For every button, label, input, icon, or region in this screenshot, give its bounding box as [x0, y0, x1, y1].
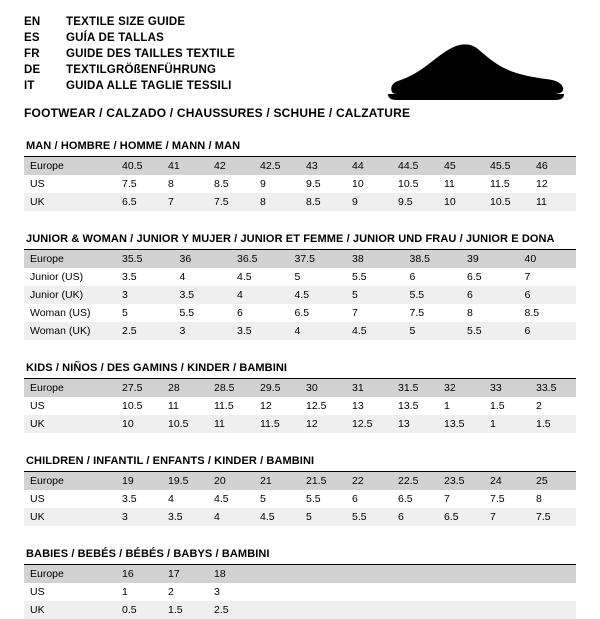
cell: 4: [208, 508, 254, 526]
cell: 7: [162, 193, 208, 211]
cell: 5: [300, 508, 346, 526]
table-row: [24, 601, 576, 619]
table-row: [24, 322, 576, 340]
cell: 42.5: [254, 157, 300, 175]
cell: 6: [352, 493, 358, 505]
cell: 9.5: [306, 178, 321, 190]
language-row: [24, 32, 235, 48]
cell: 5.5: [306, 493, 321, 505]
cell: 29.5: [254, 379, 300, 397]
cell: 6: [409, 271, 416, 283]
cell: 11: [444, 178, 455, 190]
cell: 8.5: [300, 193, 346, 211]
row-label: Junior (UK): [24, 286, 116, 304]
cell-empty: [392, 583, 438, 601]
cell: 5.5: [461, 322, 519, 340]
cell: 5.5: [346, 508, 392, 526]
language-code: EN: [24, 16, 41, 28]
cell: 5.5: [352, 271, 367, 283]
cell: 1.5: [162, 601, 208, 619]
size-table-man: [24, 157, 576, 211]
row-label: Europe: [24, 565, 116, 583]
row-label: Junior (US): [30, 271, 84, 283]
row-label: UK: [24, 193, 116, 211]
cell: 39: [461, 250, 519, 268]
size-table-children: [24, 472, 576, 526]
row-label: Woman (UK): [24, 322, 116, 340]
cell: 4: [179, 271, 186, 283]
cell: 16: [116, 565, 162, 583]
cell: 7: [444, 493, 450, 505]
cell: 1.5: [530, 415, 576, 433]
cell: 3: [116, 508, 162, 526]
cell: 33: [484, 379, 530, 397]
cell-empty: [438, 583, 484, 601]
cell: 36: [174, 250, 232, 268]
cell-empty: [530, 565, 576, 583]
section-man: [24, 140, 576, 211]
language-row: [24, 64, 235, 80]
cell: 6.5: [438, 508, 484, 526]
language-code: ES: [24, 32, 40, 44]
cell: 4.5: [237, 271, 252, 283]
cell: 9: [260, 178, 266, 190]
section-title: JUNIOR & WOMAN / JUNIOR Y MUJER / JUNIOR ET FEMME / JUNIOR UND FRAU / JUNIOR E DONA: [26, 233, 555, 245]
row-label: Woman (US): [30, 307, 91, 319]
cell: 45.5: [484, 157, 530, 175]
cell-empty: [254, 601, 300, 619]
cell: 3.5: [122, 493, 137, 505]
cell: 4.5: [254, 508, 300, 526]
cell: 3: [214, 586, 220, 598]
cell: 20: [208, 472, 254, 490]
cell-empty: [438, 601, 484, 619]
cell: 40.5: [116, 157, 162, 175]
cell: 36.5: [231, 250, 289, 268]
section-babies: [24, 548, 576, 619]
page-header: [24, 16, 576, 120]
cell-empty: [300, 583, 346, 601]
section-title: BABIES / BEBÉS / BÉBÉS / BABYS / BAMBINI: [26, 548, 270, 560]
cell: 6.5: [467, 271, 482, 283]
cell: 8.5: [214, 178, 229, 190]
cell-empty: [392, 565, 438, 583]
row-label: Europe: [24, 379, 116, 397]
cell: 22: [346, 472, 392, 490]
cell: 41: [162, 157, 208, 175]
section-title: MAN / HOMBRE / HOMME / MANN / MAN: [26, 140, 241, 152]
cell: 5: [260, 493, 266, 505]
cell: 4.5: [289, 286, 347, 304]
language-row: [24, 48, 235, 64]
cell: 7.5: [530, 508, 576, 526]
table-row: [24, 175, 576, 193]
cell: 5.5: [404, 286, 462, 304]
cell: 5: [294, 271, 301, 283]
cell: 4: [168, 493, 174, 505]
cell: 12.5: [346, 415, 392, 433]
cell: 8: [254, 193, 300, 211]
table-row: [24, 250, 576, 268]
cell: 43: [300, 157, 346, 175]
cell-empty: [300, 601, 346, 619]
cell: 35.5: [116, 250, 174, 268]
row-label: Europe: [24, 157, 116, 175]
cell: 11.5: [254, 415, 300, 433]
cell: 13.5: [438, 415, 484, 433]
cell: 7: [484, 508, 530, 526]
table-row: [24, 286, 576, 304]
cell: 2: [536, 400, 542, 412]
cell: 2.5: [208, 601, 254, 619]
cell: 11.5: [490, 178, 510, 190]
cell: 1: [444, 400, 450, 412]
cell: 22.5: [392, 472, 438, 490]
row-label: Europe: [24, 472, 116, 490]
cell: 1: [484, 415, 530, 433]
cell: 8: [467, 307, 473, 319]
cell: 10: [438, 193, 484, 211]
size-table-junior-woman: [24, 250, 576, 340]
cell: 5: [404, 322, 462, 340]
cell: 3.5: [231, 322, 289, 340]
table-row: [24, 193, 576, 211]
cell: 27.5: [116, 379, 162, 397]
cell: 3.5: [122, 271, 137, 283]
cell: 40: [519, 250, 577, 268]
cell: 25: [530, 472, 576, 490]
cell: 6.5: [116, 193, 162, 211]
cell: 24: [484, 472, 530, 490]
cell: 6: [237, 307, 243, 319]
row-label: US: [30, 400, 45, 412]
cell: 11: [208, 415, 254, 433]
cell: 28.5: [208, 379, 254, 397]
cell: 4: [289, 322, 347, 340]
cell: 3.5: [174, 286, 232, 304]
cell: 2.5: [116, 322, 174, 340]
cell: 32: [438, 379, 484, 397]
cell: 10.5: [398, 178, 419, 190]
section-junior-woman: [24, 233, 576, 340]
cell: 0.5: [116, 601, 162, 619]
language-text: GUIDA ALLE TAGLIE TESSILI: [66, 80, 232, 92]
cell: 6.5: [398, 493, 413, 505]
cell: 5: [122, 307, 128, 319]
cell: 4.5: [346, 322, 404, 340]
cell: 44: [346, 157, 392, 175]
language-row: [24, 80, 235, 96]
cell: 37.5: [289, 250, 347, 268]
cell: 6: [519, 322, 577, 340]
cell: 8: [536, 493, 542, 505]
table-row: [24, 583, 576, 601]
language-title-body: [24, 16, 235, 96]
cell: 12: [536, 178, 548, 190]
cell-empty: [300, 565, 346, 583]
cell: 21.5: [300, 472, 346, 490]
cell-empty: [484, 565, 530, 583]
cell: 38: [346, 250, 404, 268]
cell: 19.5: [162, 472, 208, 490]
cell: 3: [174, 322, 232, 340]
cell: 28: [162, 379, 208, 397]
row-label: US: [30, 493, 45, 505]
cell: 7: [524, 271, 531, 283]
cell: 6: [392, 508, 438, 526]
cell: 3: [116, 286, 174, 304]
language-text: GUÍA DE TALLAS: [66, 32, 164, 44]
cell: 6: [461, 286, 519, 304]
cell: 21: [254, 472, 300, 490]
cell: 12.5: [306, 400, 327, 412]
cell-empty: [438, 565, 484, 583]
table-row: [24, 472, 576, 490]
size-table-babies: [24, 565, 576, 619]
cell: 5.5: [179, 307, 195, 319]
row-label: UK: [24, 601, 116, 619]
row-label: UK: [24, 415, 116, 433]
cell: 5: [346, 286, 404, 304]
cell: 33.5: [530, 379, 576, 397]
cell: 3.5: [162, 508, 208, 526]
table-row: [24, 508, 576, 526]
language-row: [24, 16, 235, 32]
section-title: CHILDREN / INFANTIL / ENFANTS / KINDER / BAMBINI: [26, 455, 315, 467]
cell: 9: [346, 193, 392, 211]
row-label: UK: [24, 508, 116, 526]
cell: 11: [168, 400, 179, 412]
cell: 7.5: [208, 193, 254, 211]
cell: 23.5: [438, 472, 484, 490]
cell: 44.5: [392, 157, 438, 175]
table-row: [24, 415, 576, 433]
cell-empty: [530, 583, 576, 601]
cell: 38.5: [404, 250, 462, 268]
language-code: DE: [24, 64, 41, 76]
cell: 8: [168, 178, 174, 190]
cell: 31: [346, 379, 392, 397]
section-title: KIDS / NIÑOS / DES GAMINS / KINDER / BAMBINI: [26, 362, 288, 374]
language-text: TEXTILGRÖßENFÜHRUNG: [66, 64, 217, 76]
cell: 10.5: [122, 400, 143, 412]
table-row: [24, 397, 576, 415]
cell: 19: [116, 472, 162, 490]
cell: 11.5: [214, 400, 234, 412]
table-row: [24, 379, 576, 397]
cell: 10.5: [162, 415, 208, 433]
table-row: [24, 304, 576, 322]
language-code: FR: [24, 48, 40, 60]
table-row: [24, 157, 576, 175]
dress-shoe-icon: [386, 36, 566, 106]
language-code: IT: [24, 80, 35, 92]
cell: 7.5: [490, 493, 505, 505]
language-title-table: [24, 16, 235, 96]
cell: 31.5: [392, 379, 438, 397]
cell-empty: [392, 601, 438, 619]
cell: 10: [352, 178, 364, 190]
cell: 13: [352, 400, 364, 412]
cell: 46: [530, 157, 576, 175]
row-label: US: [30, 586, 45, 598]
cell: 13: [392, 415, 438, 433]
cell: 45: [438, 157, 484, 175]
cell: 6: [519, 286, 577, 304]
cell: 8.5: [524, 307, 540, 319]
cell: 6.5: [294, 307, 310, 319]
cell: 7.5: [409, 307, 425, 319]
cell: 4: [231, 286, 289, 304]
footwear-title: FOOTWEAR / CALZADO / CHAUSSURES / SCHUHE / CALZATURE: [24, 106, 411, 120]
cell: 4.5: [214, 493, 229, 505]
cell: 30: [300, 379, 346, 397]
cell-empty: [346, 601, 392, 619]
cell-empty: [346, 565, 392, 583]
cell-empty: [484, 583, 530, 601]
cell: 10.5: [484, 193, 530, 211]
cell: 13.5: [398, 400, 419, 412]
language-text: GUIDE DES TAILLES TEXTILE: [66, 48, 235, 60]
section-children: [24, 455, 576, 526]
cell-empty: [346, 583, 392, 601]
cell: 11: [530, 193, 576, 211]
cell: 17: [162, 565, 208, 583]
cell: 10: [116, 415, 162, 433]
cell: 1: [122, 586, 128, 598]
cell: 12: [260, 400, 272, 412]
table-row: [24, 268, 576, 286]
size-table-kids: [24, 379, 576, 433]
cell: 12: [300, 415, 346, 433]
cell: 18: [208, 565, 254, 583]
row-label: Europe: [24, 250, 116, 268]
cell: 1.5: [490, 400, 505, 412]
cell-empty: [484, 601, 530, 619]
cell: 7.5: [122, 178, 137, 190]
row-label: US: [30, 178, 45, 190]
table-row: [24, 565, 576, 583]
table-row: [24, 490, 576, 508]
cell-empty: [254, 583, 300, 601]
cell-empty: [254, 565, 300, 583]
cell-empty: [530, 601, 576, 619]
section-kids: [24, 362, 576, 433]
language-text: TEXTILE SIZE GUIDE: [66, 16, 186, 28]
cell: 2: [168, 586, 174, 598]
cell: 9.5: [392, 193, 438, 211]
cell: 7: [352, 307, 358, 319]
cell: 42: [208, 157, 254, 175]
